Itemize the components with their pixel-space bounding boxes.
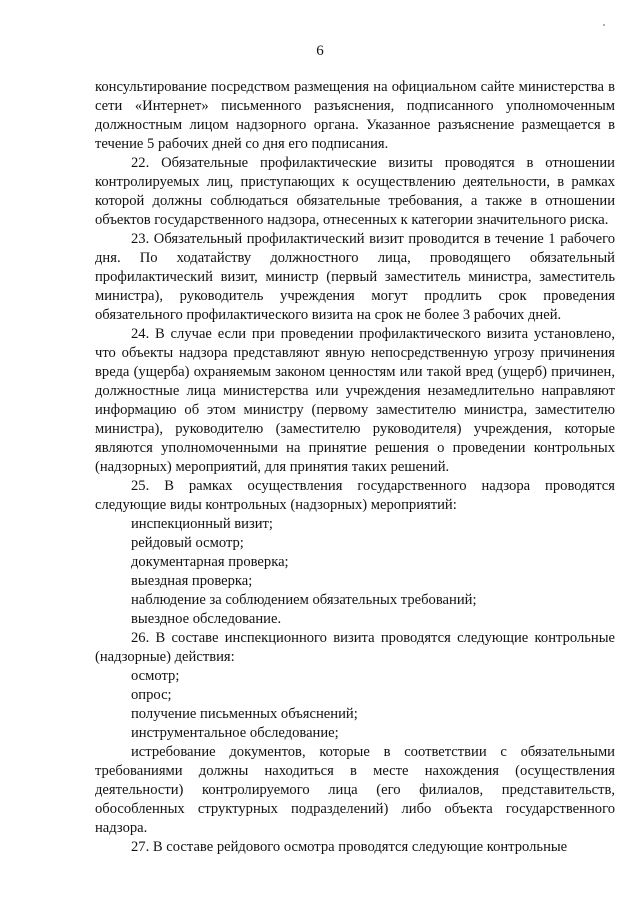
paragraph-26: 26. В составе инспекционного визита проводятся следующие контрольные (надзорные) действия: <box>95 630 615 665</box>
list-item: опрос; <box>131 687 172 703</box>
list-item: наблюдение за соблюдением обязательных требований; <box>131 592 477 608</box>
paragraph-24: 24. В случае если при проведении профилактического визита установлено, что объекты надзора представляют явную непосредственную угрозу причинения вреда (ущерба) охраняемым законом ценностям или такой вред (ущерб) причинен, должностные лица министерства или учреждения незамедлительно направляют информацию об этом министру (первому заместителю министра, заместителю министра), руководителю (заместителю руководителя) учреждения, которые являются уполномоченными на принятие решения о проведении контрольных (надзорных) мероприятий, для принятия таких решений. <box>95 326 615 475</box>
list-item: выездная проверка; <box>131 573 253 589</box>
list-item: документарная проверка; <box>131 554 289 570</box>
paragraph-document-request: истребование документов, которые в соответствии с обязательными требованиями должны находиться в месте нахождения (осуществления деятельности) контролируемого лица (его филиалов, представительств, обособленных структурных подразделений) либо объекта государственного надзора. <box>95 744 615 836</box>
list-item: инструментальное обследование; <box>131 725 339 741</box>
paragraph-22: 22. Обязательные профилактические визиты проводятся в отношении контролируемых лиц, приступающих к осуществлению деятельности, в рамках которой должны соблюдаться обязательные требования, а также в отношении объектов государственного надзора, отнесенных к категории значительного риска. <box>95 155 615 228</box>
scan-mark <box>603 24 605 26</box>
list-item: инспекционный визит; <box>131 516 273 532</box>
list-item: рейдовый осмотр; <box>131 535 244 551</box>
paragraph-27: 27. В составе рейдового осмотра проводятся следующие контрольные <box>131 839 568 855</box>
paragraph-23: 23. Обязательный профилактический визит проводится в течение 1 рабочего дня. По ходатайству должностного лица, проводящего обязательный профилактический визит, министр (первый заместитель министра, заместитель министра), руководитель учреждения могут продлить срок проведения обязательного профилактического визита на срок не более 3 рабочих дней. <box>95 231 615 323</box>
paragraph-continuation: консультирование посредством размещения на официальном сайте министерства в сети «Интернет» письменного разъяснения, подписанного уполномоченным должностным лицом надзорного органа. Указанное разъяснение размещается в течение 5 рабочих дней со дня его подписания. <box>95 79 615 152</box>
paragraph-25: 25. В рамках осуществления государственного надзора проводятся следующие виды контрольных (надзорных) мероприятий: <box>95 478 615 513</box>
page-number: 6 <box>316 43 324 59</box>
list-item: осмотр; <box>131 668 180 684</box>
list-item: выездное обследование. <box>131 611 282 627</box>
list-item: получение письменных объяснений; <box>131 706 358 722</box>
document-body <box>95 78 615 857</box>
